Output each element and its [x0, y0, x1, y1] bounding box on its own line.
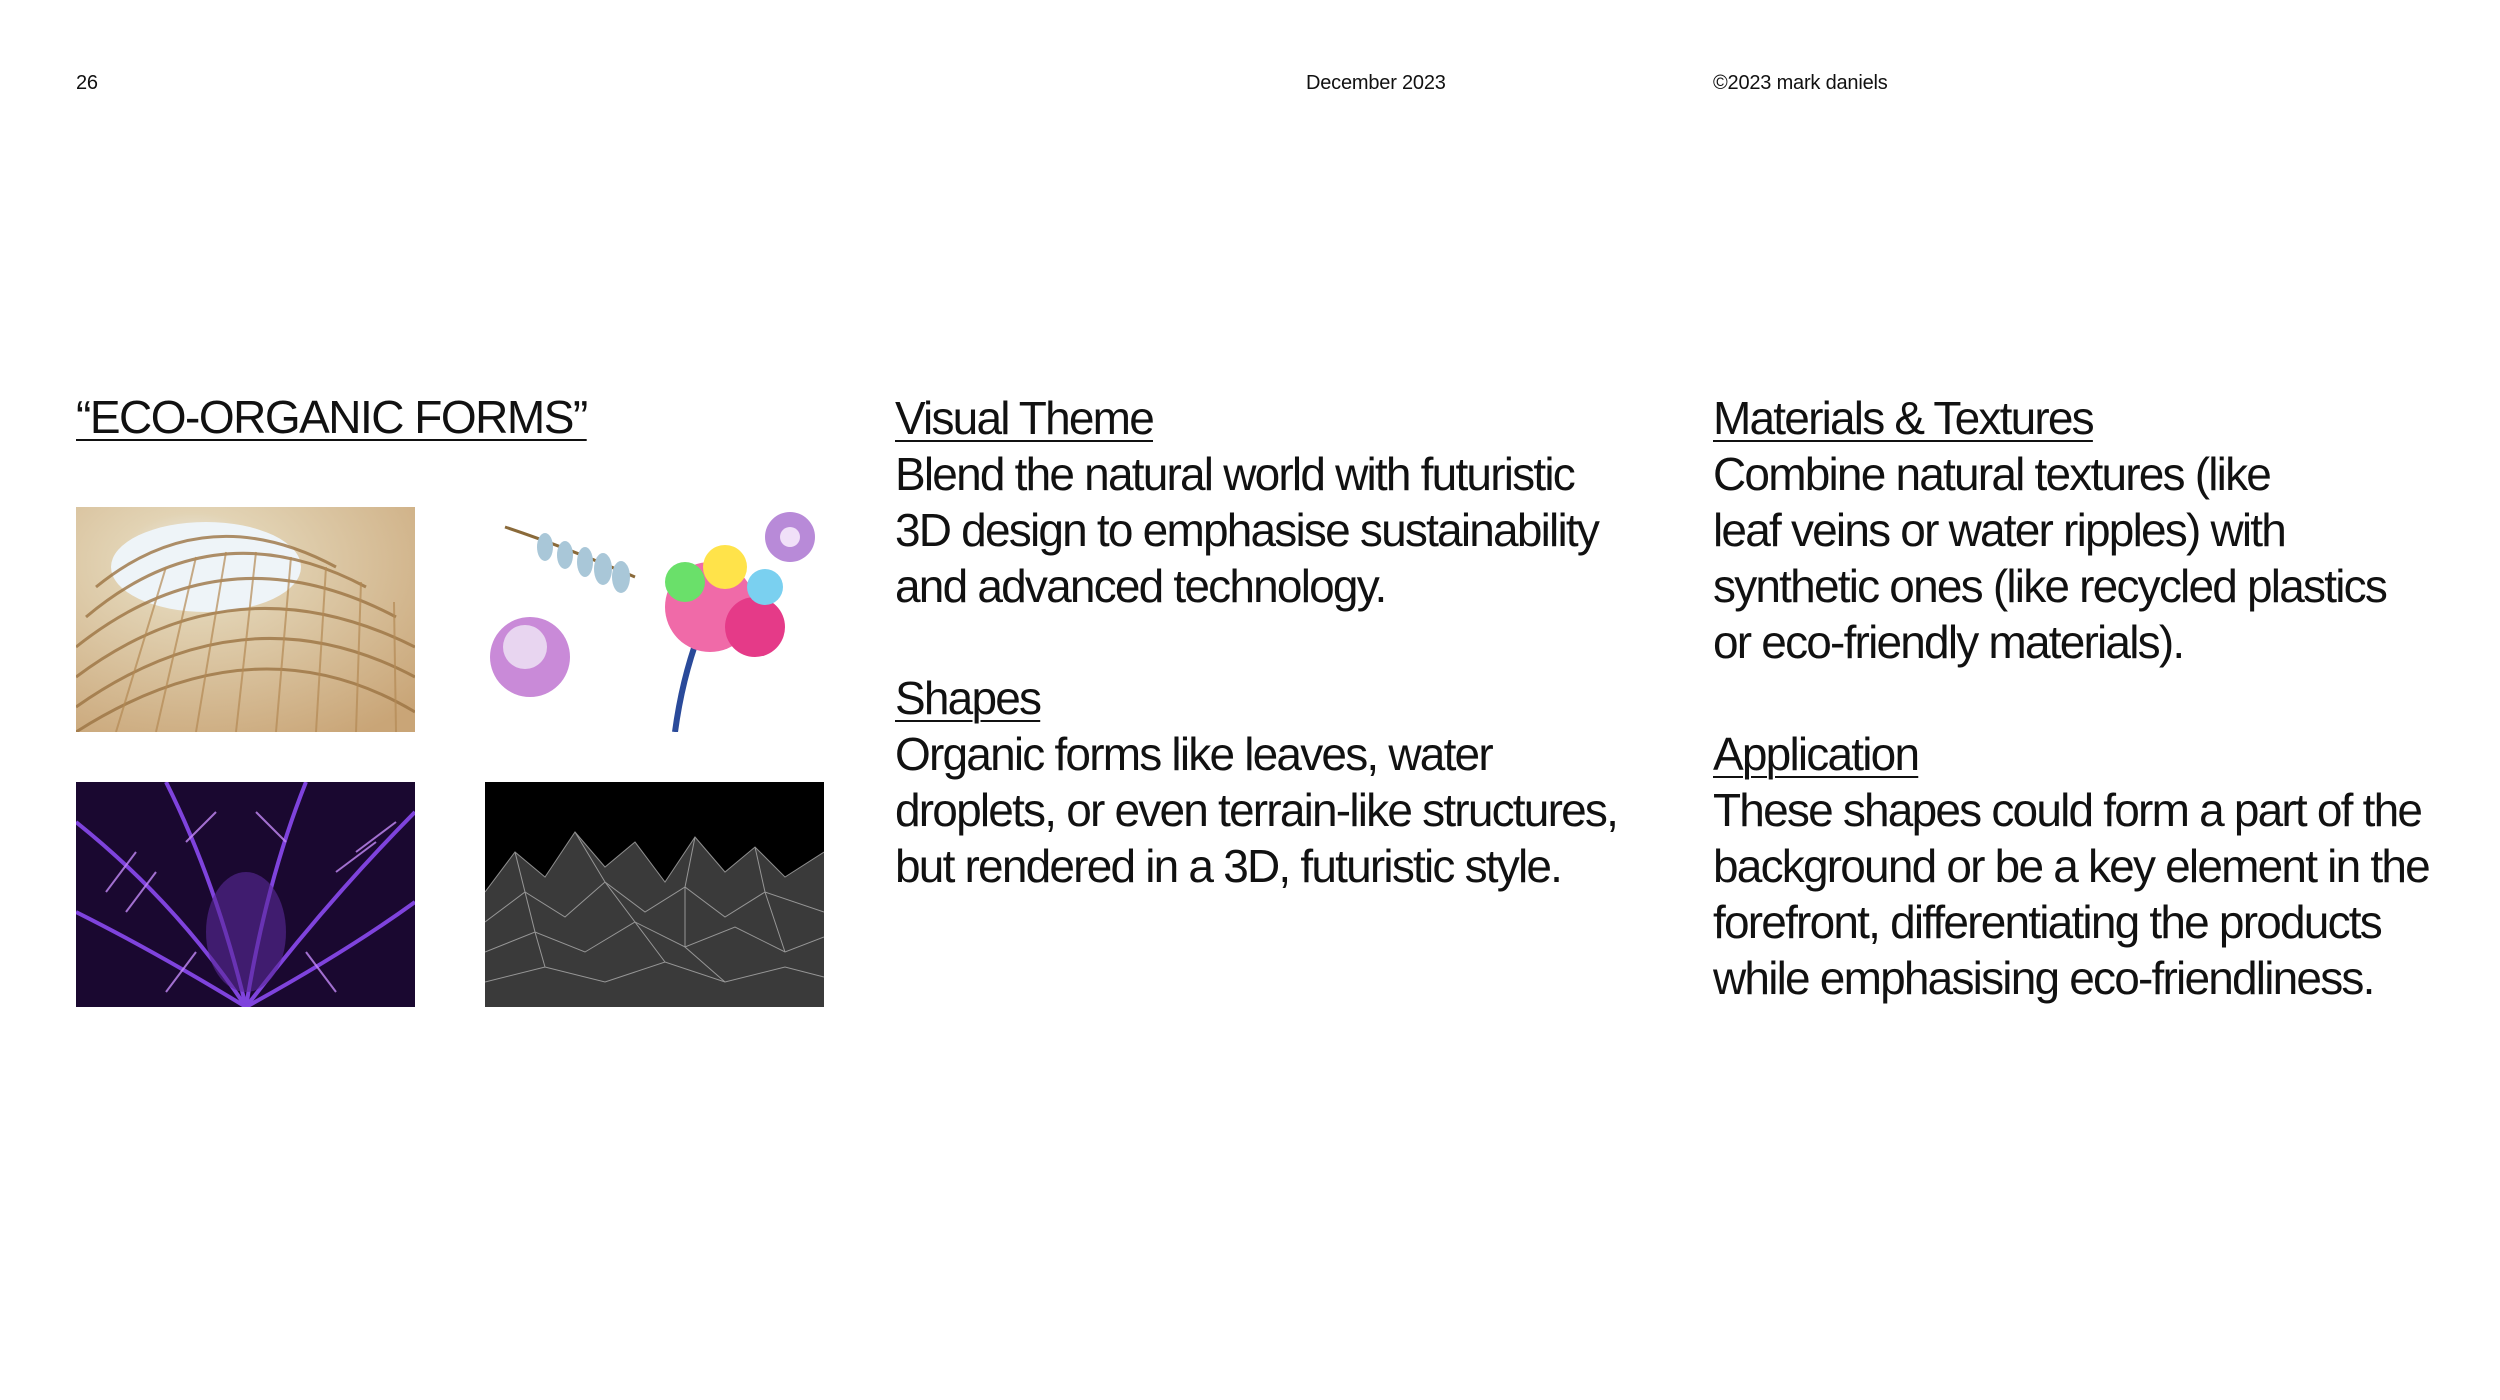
materials-heading: Materials & Textures	[1713, 392, 2093, 444]
application-body: These shapes could form a part of the background or be a key element in the forefront, differentiating the products while emphasising eco-friendliness.	[1713, 784, 2429, 1004]
middle-column	[895, 390, 1635, 950]
visual-theme-body: Blend the natural world with futuristic 3D design to emphasise sustainability and advanced technology.	[895, 448, 1599, 612]
woven-wood-spiral-image	[76, 507, 415, 732]
visual-theme-heading: Visual Theme	[895, 392, 1153, 444]
shapes-body: Organic forms like leaves, water droplets, or even terrain-like structures, but rendered in a 3D, futuristic style.	[895, 728, 1618, 892]
application-heading: Application	[1713, 728, 1919, 780]
right-column	[1713, 390, 2453, 1062]
shapes-heading: Shapes	[895, 672, 1041, 724]
visual-theme-block	[895, 390, 1635, 614]
iridescent-flowers-image	[485, 507, 824, 732]
section-title: “ECO-ORGANIC FORMS”	[76, 391, 587, 443]
wireframe-terrain-image	[485, 782, 824, 1007]
materials-block	[1713, 390, 2453, 670]
copyright-label: ©2023 mark daniels	[1713, 72, 1888, 94]
shapes-block	[895, 670, 1635, 894]
purple-palm-image	[76, 782, 415, 1007]
page-number: 26	[76, 72, 98, 94]
application-block	[1713, 726, 2453, 1006]
date-label: December 2023	[1306, 72, 1446, 94]
materials-body: Combine natural textures (like leaf veins or water ripples) with synthetic ones (like recycled plastics or eco-friendly materials).	[1713, 448, 2387, 668]
